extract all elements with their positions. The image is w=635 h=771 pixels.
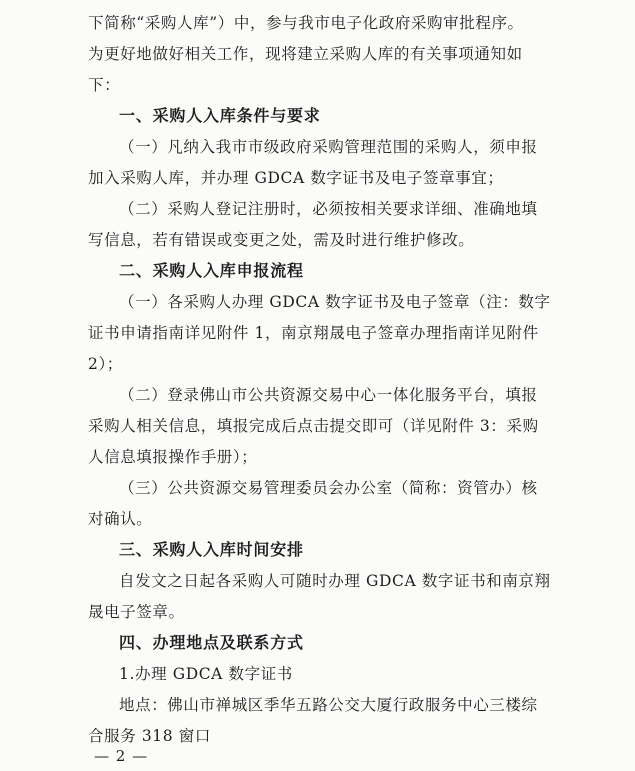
body-line: （二）采购人登记注册时，必须按相关要求详细、准确地填 xyxy=(119,200,538,218)
body-line: 地点：佛山市禅城区季华五路公交大厦行政服务中心三楼综 xyxy=(119,696,538,714)
body-line: 写信息，若有错误或变更之处，需及时进行维护修改。 xyxy=(88,231,475,249)
section-heading: 四、办理地点及联系方式 xyxy=(119,633,304,652)
body-line: 下： xyxy=(88,76,121,94)
body-line: （一）凡纳入我市市级政府采购管理范围的采购人，须申报 xyxy=(119,138,538,156)
page-number: — 2 — xyxy=(94,747,149,765)
body-line: （一）各采购人办理 GDCA 数字证书及电子签章（注：数字 xyxy=(119,293,551,311)
body-line: 自发文之日起各采购人可随时办理 GDCA 数字证书和南京翔 xyxy=(119,572,551,590)
body-line: 采购人相关信息，填报完成后点击提交即可（详见附件 3：采购 xyxy=(88,417,539,435)
body-line: （二）登录佛山市公共资源交易中心一体化服务平台，填报 xyxy=(119,386,538,404)
section-heading: 二、采购人入库申报流程 xyxy=(119,261,304,280)
body-line: （三）公共资源交易管理委员会办公室（简称：资管办）核 xyxy=(119,479,538,497)
body-line: 对确认。 xyxy=(88,510,153,528)
body-line: 下简称“采购人库”）中，参与我市电子化政府采购审批程序。 xyxy=(88,14,524,32)
body-line: 人信息填报操作手册）； xyxy=(88,448,258,466)
section-heading: 三、采购人入库时间安排 xyxy=(119,540,304,559)
section-heading: 一、采购人入库条件与要求 xyxy=(119,106,321,125)
body-line: 为更好地做好相关工作，现将建立采购人库的有关事项通知如 xyxy=(88,45,523,63)
body-line: 证书申请指南详见附件 1，南京翔晟电子签章办理指南详见附件 xyxy=(88,324,539,342)
body-line: 2）； xyxy=(88,355,123,373)
subsection-heading: 1.办理 GDCA 数字证书 xyxy=(119,665,293,683)
body-line: 晟电子签章。 xyxy=(88,603,185,621)
body-line: 合服务 318 窗口 xyxy=(88,727,211,745)
body-line: 加入采购人库，并办理 GDCA 数字证书及电子签章事宜； xyxy=(88,169,504,187)
